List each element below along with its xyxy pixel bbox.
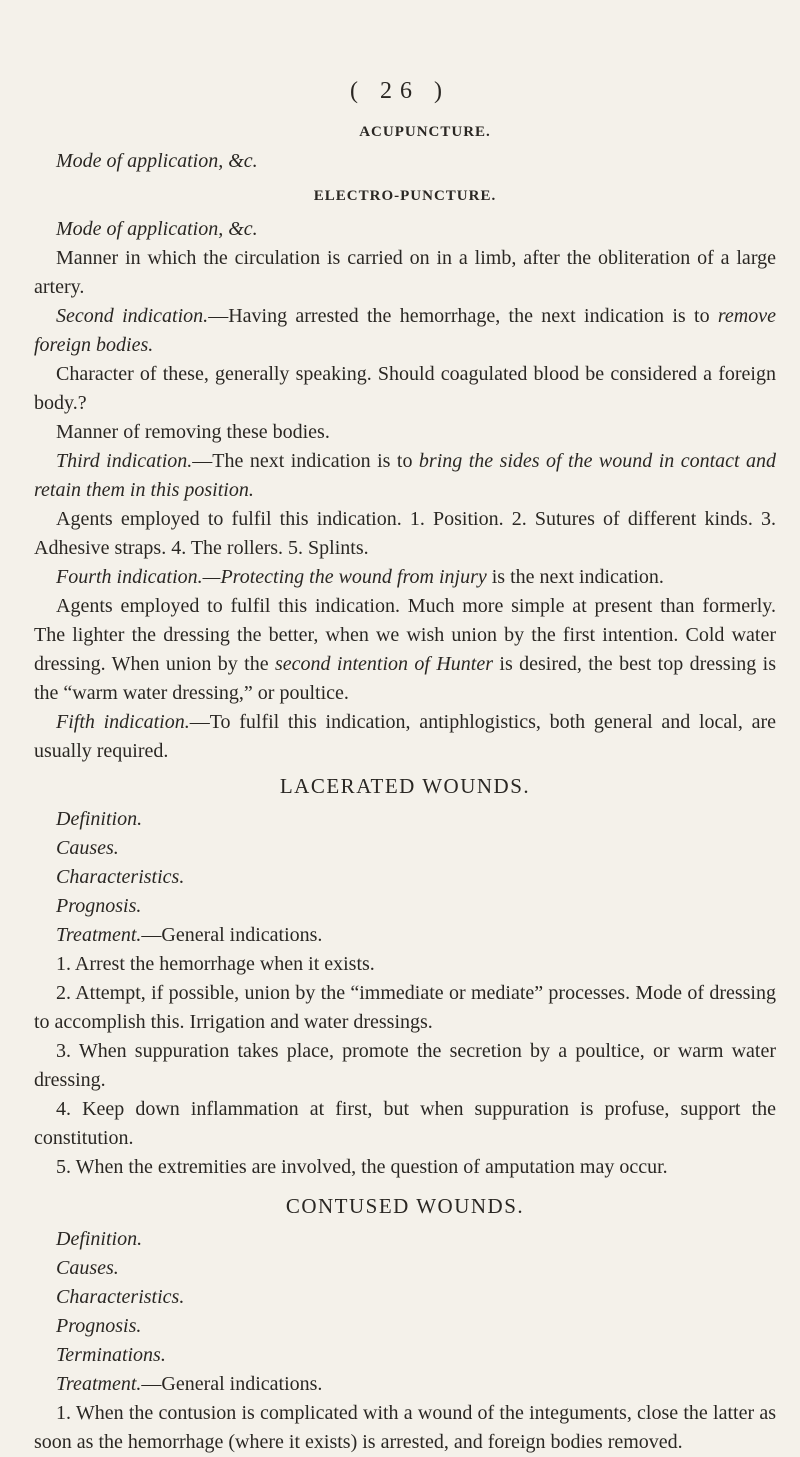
contused-item-1: 1. When the contusion is complicated with a wound of the integuments, close the latter as soon as the hemorrhage (where it exists) is arrested, and foreign bodies removed. xyxy=(34,1402,776,1453)
lacerated-characteristics: Characteristics. xyxy=(56,866,185,888)
second-text-italic: remove foreign bodies. xyxy=(34,305,777,356)
third-text: —The next indication is to xyxy=(192,450,419,472)
electro-heading: ELECTRO-PUNCTURE. xyxy=(313,188,497,204)
lacerated-treatment-text: —General indications. xyxy=(141,924,323,946)
fourth-rest: is the next indication. xyxy=(486,566,664,588)
acupuncture-heading: ACUPUNCTURE. xyxy=(359,124,491,140)
electro-mode: Mode of application, &c. xyxy=(56,218,258,240)
p8-a: Agents employed to fulfil this indication. Much more simple at present than formerly. The lighter the dressing the better, when we wish union by the first intention. Cold water dressing. When union by the xyxy=(34,595,776,675)
p8-italic: second intention of Hunter xyxy=(274,653,493,675)
fifth-label: Fifth indication. xyxy=(56,711,190,733)
page-body xyxy=(34,118,776,1457)
contused-terminations: Terminations. xyxy=(56,1344,166,1366)
fifth-indication xyxy=(34,708,776,766)
lacerated-prognosis: Prognosis. xyxy=(56,895,142,917)
contused-treatment-text: —General indications. xyxy=(141,1373,323,1395)
contused-prognosis: Prognosis. xyxy=(56,1315,142,1337)
contused-heading: CONTUSED WOUNDS. xyxy=(285,1194,525,1218)
electro-p6: Agents employed to fulfil this indication. 1. Position. 2. Sutures of different kinds. 3. Adhesive straps. 4. The rollers. 5. Splints. xyxy=(34,508,776,559)
third-indication xyxy=(34,447,776,505)
contused-causes: Causes. xyxy=(56,1257,119,1279)
second-indication xyxy=(34,302,776,360)
second-text: —Having arrested the hemorrhage, the next indication is to xyxy=(208,305,718,327)
p8-b: is desired, the best top dressing is the “warm water dressing,” or poultice. xyxy=(34,653,776,704)
lacerated-item-5: 5. When the extremities are involved, the question of amputation may occur. xyxy=(56,1156,668,1178)
electro-p3: Character of these, generally speaking. Should coagulated blood be considered a foreign body.? xyxy=(34,363,776,414)
second-label: Second indication. xyxy=(56,305,209,327)
third-text-italic: bring the sides of the wound in contact and retain them in this position. xyxy=(34,450,777,501)
third-label: Third indication. xyxy=(56,450,193,472)
lacerated-heading: LACERATED WOUNDS. xyxy=(279,774,531,798)
lacerated-treatment xyxy=(34,921,776,950)
lacerated-item-2: 2. Attempt, if possible, union by the “immediate or mediate” processes. Mode of dressing to accomplish this. Irrigation and water dressings. xyxy=(34,982,776,1033)
contused-definition: Definition. xyxy=(56,1228,143,1250)
electro-p4: Manner of removing these bodies. xyxy=(56,421,330,443)
electro-p1: Manner in which the circulation is carried on in a limb, after the obliteration of a large artery. xyxy=(34,247,776,298)
contused-characteristics: Characteristics. xyxy=(56,1286,185,1308)
lacerated-item-4: 4. Keep down inflammation at first, but when suppuration is profuse, support the constitution. xyxy=(34,1098,776,1149)
contused-treatment xyxy=(34,1370,776,1399)
acupuncture-mode: Mode of application, &c. xyxy=(56,150,258,172)
fourth-label: Fourth indication. xyxy=(56,566,203,588)
lacerated-treatment-label: Treatment. xyxy=(56,924,142,946)
lacerated-definition: Definition. xyxy=(56,808,143,830)
electro-p8 xyxy=(34,592,776,708)
page-number: ( 26 ) xyxy=(350,78,450,104)
contused-treatment-label: Treatment. xyxy=(56,1373,142,1395)
lacerated-item-1: 1. Arrest the hemorrhage when it exists. xyxy=(56,953,375,975)
lacerated-causes: Causes. xyxy=(56,837,119,859)
fourth-indication xyxy=(34,563,776,592)
fifth-text: —To fulfil this indication, antiphlogistics, both general and local, are usually required. xyxy=(34,711,776,762)
fourth-italic: —Protecting the wound from injury xyxy=(202,566,487,588)
lacerated-item-3: 3. When suppuration takes place, promote the secretion by a poultice, or warm water dressing. xyxy=(34,1040,776,1091)
